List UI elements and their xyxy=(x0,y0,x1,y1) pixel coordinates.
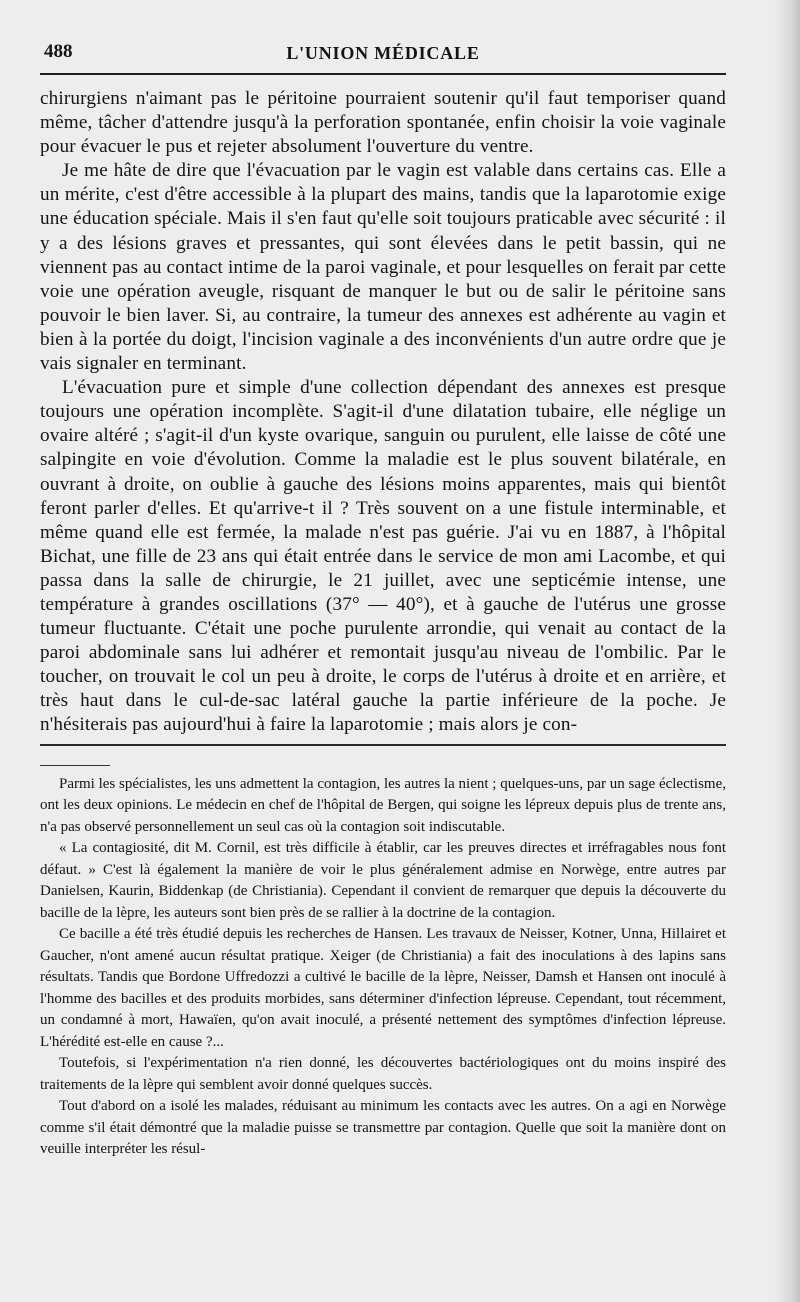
footnote-paragraph: « La contagiosité, dit M. Cornil, est très difficile à établir, car les preuves directes et irréfragables nous font défaut. » C'est là également la manière de voir le plus généralement admise en Norwège, entre autres par Danielsen, Kaurin, Biddenkap (de Christiania). Cependant il convient de remarquer que depuis la découverte du bacille de la lèpre, les auteurs sont bien près de se rallier à la doctrine de la contagion. xyxy=(40,840,726,921)
paragraph: chirurgiens n'aimant pas le péritoine pourraient soutenir qu'il faut temporiser quand même, tâcher d'attendre jusqu'à la perforation spontanée, enfin choisir la voie vaginale pour évacuer le pus et rejeter absolument l'ouverture du ventre. xyxy=(40,88,726,158)
header-rule xyxy=(40,73,726,75)
page-header xyxy=(40,33,726,73)
paragraph: L'évacuation pure et simple d'une collection dépendant des annexes est presque toujours une opération incomplète. S'agit-il d'une dilatation tubaire, elle néglige un ovaire altéré ; s'agit-il d'un kyste ovarique, sanguin ou purulent, elle laisse de côté une salpingite en voie d'évolution. Comme la maladie est le plus souvent bilatérale, en ouvrant à droite, on oublie à gauche des lésions moins apparentes, mais qui bientôt feront parler d'elles. Et qu'arrive-t il ? Très souvent on a une fistule interminable, et même quand elle est fermée, la malade n'est pas guérie. J'ai vu en 1887, à l'hôpital Bichat, une fille de 23 ans qui était entrée dans le service de mon ami Lacombe, et qui passa dans la salle de chirurgie, le 21 juillet, avec une septicémie intense, une température à grandes oscillations (37° — 40°), et à gauche de l'utérus une grosse tumeur fluctuante. C'était une poche purulente arrondie, qui venait au contact de la paroi abdominale sans lui adhérer et remontait jusqu'au niveau de l'ombilic. Par le toucher, on trouvait le col un peu à droite, le corps de l'utérus à droite et en arrière, et très haut dans le cul-de-sac latéral gauche la partie inférieure de la poche. Je n'hésiterais pas aujourd'hui à faire la laparotomie ; mais alors je con- xyxy=(40,377,726,736)
page-edge-shadow xyxy=(774,0,800,1302)
footnote-paragraph: Tout d'abord on a isolé les malades, réduisant au minimum les contacts avec les autres. On a agi en Norwège comme s'il était démontré que la maladie puisse se transmettre par contagion. Quelle que soit la manière dont on veuille interpréter les résul- xyxy=(40,1098,726,1158)
footnote-paragraph: Parmi les spécialistes, les uns admettent la contagion, les autres la nient ; quelques-uns, par un sage éclectisme, ont les deux opinions. Le médecin en chef de l'hôpital de Bergen, qui soigne les lépreux depuis plus de trente ans, n'a pas observé personnellement un seul cas où la contagion soit indiscutable. xyxy=(40,775,726,835)
footnote-paragraph: Toutefois, si l'expérimentation n'a rien donné, les découvertes bactériologiques ont du moins inspiré des traitements de la lèpre qui semblent avoir donné quelques succès. xyxy=(40,1055,726,1093)
footnote-paragraph: Ce bacille a été très étudié depuis les recherches de Hansen. Les travaux de Neisser, Kotner, Unna, Hillairet et Gaucher, n'ont amené aucun résultat pratique. Xeiger (de Christiania) a fait des inoculations à des lapins sans résultats. Tandis que Bordone Uffredozzi a cultivé le bacille de la lèpre, Neisser, Damsh et Hansen ont inoculé à l'homme des bacilles et des produits morbides, sans déterminer d'infection lépreuse. Cependant, tout récemment, un condamné à mort, Hawaïen, qu'on avait inoculé, a présenté nettement des symptômes d'infection lépreuse. L'hérédité est-elle en cause ?... xyxy=(40,926,726,1050)
paragraph: Je me hâte de dire que l'évacuation par le vagin est valable dans certains cas. Elle a un mérite, c'est d'être accessible à la plupart des mains, tandis que la laparotomie exige une éducation spéciale. Mais il s'en faut qu'elle soit toujours praticable avec sécurité : il y a des lésions graves et pressantes, qui sont élevées dans le petit bassin, qui ne viennent pas au contact intime de la paroi vaginale, et pour lesquelles on ferait par cette voie une opération aveugle, risquant de manquer le but ou de salir le péritoine sans pouvoir le bien laver. Si, au contraire, la tumeur des annexes est adhérente au vagin et bien à la portée du doigt, l'incision vaginale a des inconvénients d'un autre ordre que je vais signaler en terminant. xyxy=(40,160,727,375)
text-separator-rule xyxy=(40,744,726,746)
running-head: L'UNION MÉDICALE xyxy=(286,43,480,63)
main-text xyxy=(40,87,726,738)
page-number: 488 xyxy=(44,41,73,62)
footnote-block xyxy=(40,765,726,1161)
footnote-rule xyxy=(40,765,110,766)
